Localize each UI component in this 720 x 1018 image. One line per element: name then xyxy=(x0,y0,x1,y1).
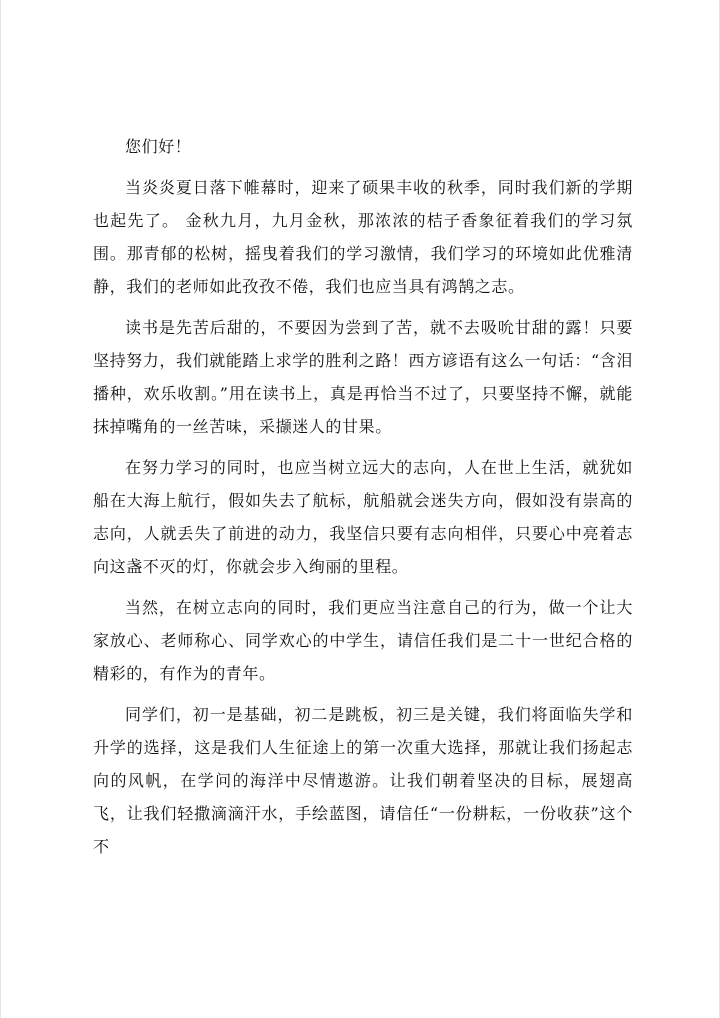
paragraph-2: 读书是先苦后甜的，不要因为尝到了苦，就不去吸吮甘甜的露！只要坚持努力，我们就能踏上求学的胜利之路！西方谚语有这么一句话：“含泪播种，欢乐收割。”用在读书上，真是再恰当不过了，只要坚持不懈，就能抹掉嘴角的一丝苦味，采撷迷人的甘果。 xyxy=(93,318,633,436)
greeting: 您们好！ xyxy=(125,137,192,156)
paragraph-4: 当然，在树立志向的同时，我们更应当注意自己的行为，做一个让大家放心、老师称心、同学欢心的中学生，请信任我们是二十一世纪合格的精彩的，有作为的青年。 xyxy=(93,598,633,683)
paragraph-1: 当炎炎夏日落下帷幕时，迎来了硕果丰收的秋季，同时我们新的学期也起先了。 金秋九月，九月金秋，那浓浓的桔子香象征着我们的学习氛围。那青郁的松树，摇曳着我们的学习激情，我们学习的环境如此优雅清静，我们的老师如此孜孜不倦，我们也应当具有鸿鹄之志。 xyxy=(93,178,633,296)
paragraph-5: 同学们，初一是基础，初二是跳板，初三是关键，我们将面临失学和升学的选择，这是我们人生征途上的第一次重大选择，那就让我们扬起志向的风帆，在学问的海洋中尽情遨游。让我们朝着坚决的目标，展翅高飞，让我们轻撒滴滴汗水，手绘蓝图，请信任“一份耕耘，一份收获”这个不 xyxy=(93,705,633,856)
paragraph-3: 在努力学习的同时，也应当树立远大的志向，人在世上生活，就犹如船在大海上航行，假如失去了航标，航船就会迷失方向，假如没有崇高的志向，人就丢失了前进的动力，我坚信只要有志向相伴，只要心中亮着志向这盏不灭的灯，你就会步入绚丽的里程。 xyxy=(93,458,633,576)
document-body xyxy=(93,130,633,871)
